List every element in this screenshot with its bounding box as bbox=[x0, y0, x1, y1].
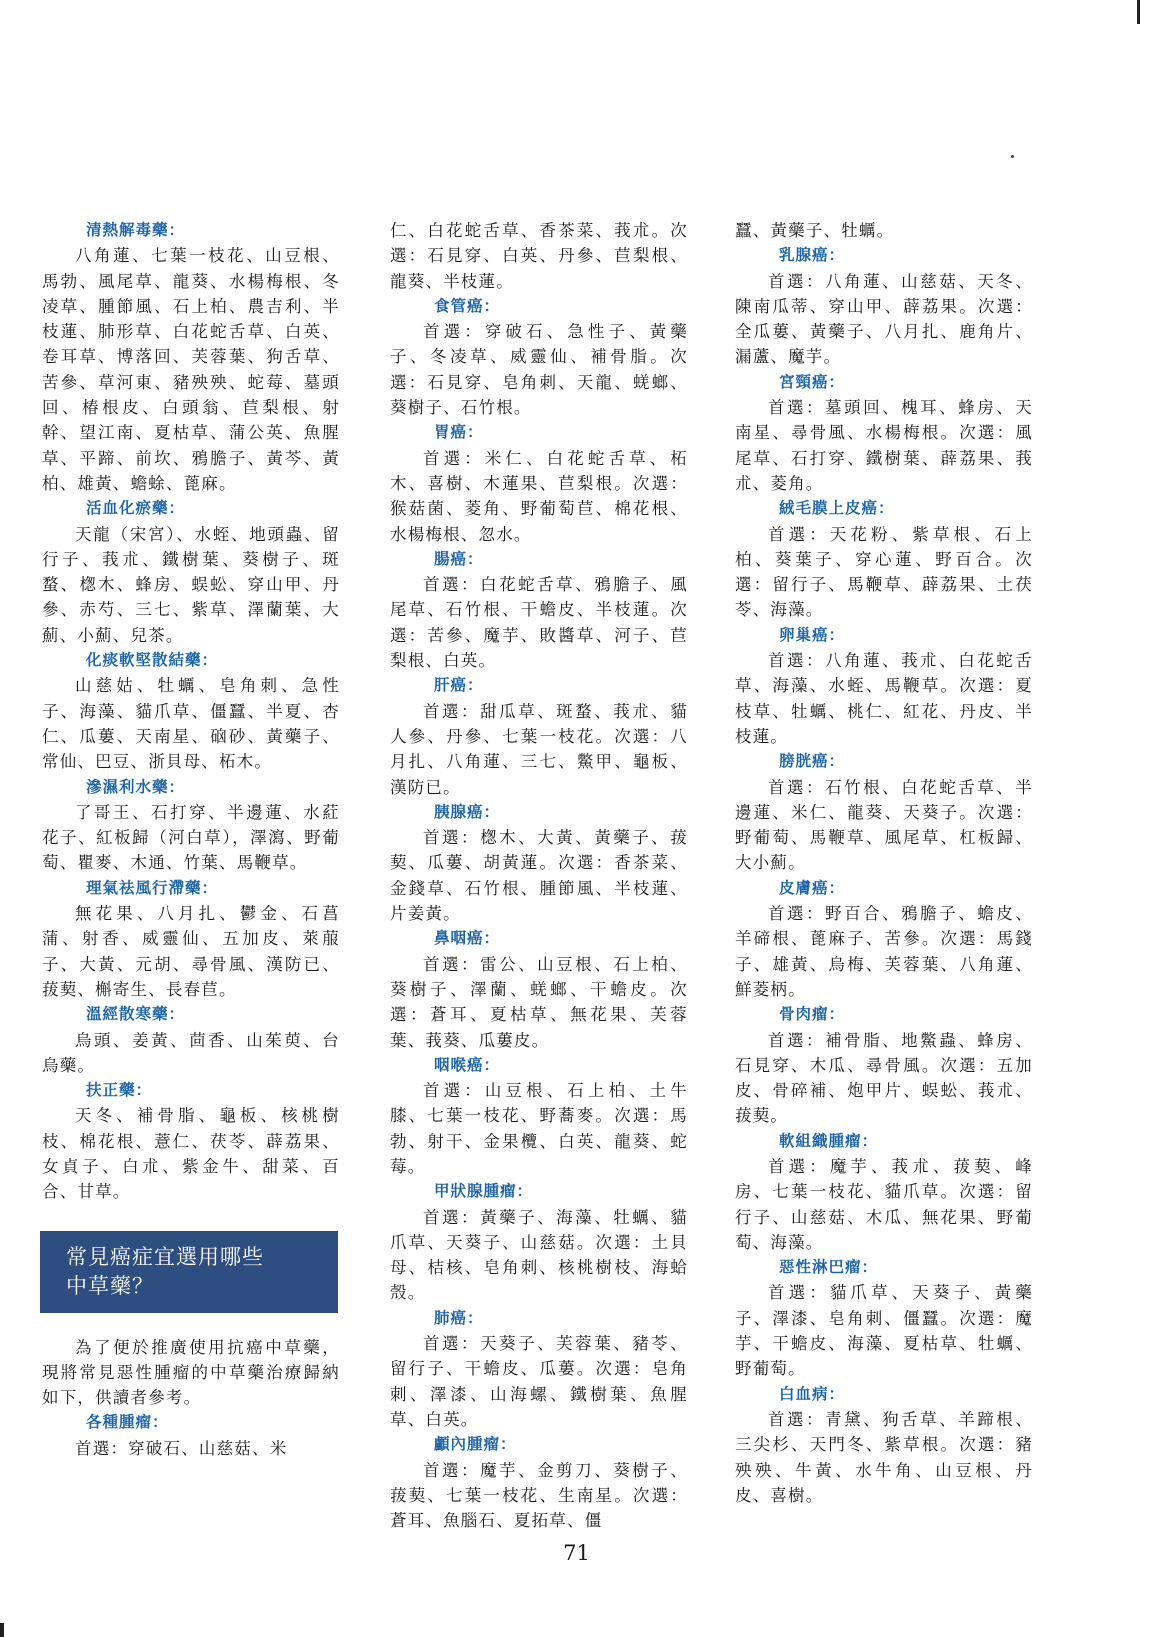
cancer-entry bbox=[390, 1306, 688, 1432]
category-heading: 溫經散寒藥： bbox=[86, 1005, 186, 1024]
cancer-entry bbox=[735, 243, 1033, 369]
category-heading: 扶正藥： bbox=[86, 1081, 153, 1100]
cancer-body: 首選：楤木、大黃、黃藥子、菝葜、瓜蔞、胡黃蓮。次選：香茶菜、金錢草、石竹根、腫節風、半枝蓮、片姜黃。 bbox=[390, 828, 688, 924]
cancer-entry bbox=[390, 1053, 688, 1179]
cancer-heading: 咽喉癌： bbox=[434, 1055, 501, 1074]
cancer-entry bbox=[390, 420, 688, 546]
cancer-entry bbox=[390, 800, 688, 926]
question-title-line-1: 常見癌症宜選用哪些 bbox=[66, 1244, 264, 1269]
intro-paragraph: 為了便於推廣使用抗癌中草藥，現將常見惡性腫瘤的中草藥治療歸納如下，供讀者參考。 bbox=[42, 1337, 340, 1408]
category-heading: 活血化瘀藥： bbox=[86, 499, 186, 518]
category-body: 了哥王、石打穿、半邊蓮、水葒花子、紅板歸（河白草），澤瀉、野葡萄、瞿麥、木通、竹葉、馬鞭草。 bbox=[42, 802, 340, 873]
column-1 bbox=[42, 218, 340, 1461]
cancer-body: 首選：貓爪草、天葵子、黃藥子、澤漆、皂角刺、僵蠶。次選：魔芋、干蟾皮、海藻、夏枯草、牡蠣、野葡萄。 bbox=[735, 1283, 1033, 1379]
cancer-heading: 宮頸癌： bbox=[779, 372, 846, 391]
cancer-heading: 皮膚癌： bbox=[779, 878, 846, 897]
cancer-body: 首選：米仁、白花蛇舌草、柘木、喜樹、木蓮果、苣梨根。次選：猴菇菌、菱角、野葡萄苣、棉花根、水楊梅根、忽水。 bbox=[390, 448, 688, 544]
cancer-entry bbox=[735, 370, 1033, 496]
cancer-entry bbox=[735, 496, 1033, 622]
cancer-heading: 顱內腫瘤： bbox=[434, 1435, 517, 1454]
cancer-heading: 卵巢癌： bbox=[779, 625, 846, 644]
cancer-entry bbox=[390, 547, 688, 673]
herb-category bbox=[42, 1002, 340, 1078]
category-body: 山慈姑、牡蠣、皂角刺、急性子、海藻、貓爪草、僵蠶、半夏、杏仁、瓜蔞、天南星、硇砂、黃藥子、常仙、巴豆、浙貝母、柘木。 bbox=[42, 676, 340, 772]
category-heading: 滲濕利水藥： bbox=[86, 777, 186, 796]
cancer-body: 首選：甜瓜草、斑蝥、莪朮、貓人參、丹參、七葉一枝花。次選：八月扎、八角蓮、三七、鱉甲、龜板、漢防已。 bbox=[390, 701, 688, 797]
question-title-box bbox=[40, 1231, 338, 1313]
cancer-heading: 軟組織腫瘤： bbox=[779, 1131, 879, 1150]
cancer-body: 首選：天葵子、芙蓉葉、豬苓、留行子、干蟾皮、瓜蔞。次選：皂角刺、澤漆、山海螺、鐵樹葉、魚腥草、白英。 bbox=[390, 1334, 688, 1429]
cancer-body: 首選：墓頭回、槐耳、蜂房、天南星、尋骨風、水楊梅根。次選：風尾草、石打穿、鐵樹葉、薜荔果、莪朮、菱角。 bbox=[735, 398, 1033, 493]
cancer-body: 首選：雷公、山豆根、石上柏、葵樹子、澤蘭、蜣螂、干蟾皮。次選：蒼耳、夏枯草、無花果、芙蓉葉、莪葵、瓜蔞皮。 bbox=[390, 954, 688, 1050]
cancer-body: 首選：八角蓮、山慈菇、天冬、陳南瓜蒂、穿山甲、薜荔果。次選：全瓜蔞、黃藥子、八月扎、鹿角片、漏蘆、魔芋。 bbox=[735, 271, 1033, 367]
column-2 bbox=[390, 218, 688, 1533]
herb-category bbox=[42, 648, 340, 774]
category-heading: 理氣祛風行滯藥： bbox=[86, 878, 219, 897]
herb-category bbox=[42, 218, 340, 496]
cancer-heading: 絨毛膜上皮癌： bbox=[779, 499, 895, 518]
cancer-heading: 胃癌： bbox=[434, 423, 484, 442]
cancer-heading: 腸癌： bbox=[434, 549, 484, 568]
cancer-body: 首選：山豆根、石上柏、土牛膝、七葉一枝花、野蕎麥。次選：馬勃、射干、金果欖、白英、龍葵、蛇莓。 bbox=[390, 1081, 688, 1176]
cancer-heading: 肝癌： bbox=[434, 676, 484, 695]
cancer-entry bbox=[390, 294, 688, 420]
scan-edge-mark-bottom bbox=[0, 1623, 4, 1637]
cancer-entry bbox=[735, 623, 1033, 749]
cancer-entry bbox=[735, 876, 1033, 1002]
category-body: 天冬、補骨脂、龜板、核桃樹枝、棉花根、薏仁、茯苓、薜荔果、女貞子、白朮、紫金牛、甜菜、百合、甘草。 bbox=[42, 1106, 340, 1202]
page-number: 71 bbox=[563, 1541, 590, 1565]
cancer-entry bbox=[735, 749, 1033, 875]
cancer-body: 首選：魔芋、金剪刀、葵樹子、菝葜、七葉一枝花、生南星。次選：蒼耳、魚腦石、夏拓草、僵 bbox=[390, 1460, 688, 1531]
category-body: 天龍（宋宮）、水蛭、地頭蟲、留行子、莪朮、鐵樹葉、葵樹子、斑蝥、楤木、蜂房、蜈蚣、穿山甲、丹參、赤芍、三七、紫草、澤蘭葉、大薊、小薊、兒茶。 bbox=[42, 524, 340, 645]
column-3 bbox=[735, 218, 1033, 1508]
cancer-body: 首選：黃藥子、海藻、牡蠣、貓爪草、天葵子、山慈菇。次選：土貝母、桔核、皂角刺、核桃樹枝、海蛤殼。 bbox=[390, 1207, 688, 1303]
cancer-heading: 胰腺癌： bbox=[434, 802, 501, 821]
continued-text: 蠶、黃藥子、牡蠣。 bbox=[735, 221, 895, 240]
scan-dust-dot bbox=[1011, 155, 1014, 158]
herb-category bbox=[42, 1078, 340, 1204]
cancer-heading: 膀胱癌： bbox=[779, 752, 846, 771]
cancer-entry bbox=[735, 1382, 1033, 1508]
cancer-body: 首選：補骨脂、地鱉蟲、蜂房、石見穿、木瓜、尋骨風。次選：五加皮、骨碎補、炮甲片、蜈蚣、莪朮、菝葜。 bbox=[735, 1030, 1033, 1126]
cancer-body: 首選：白花蛇舌草、鴉膽子、風尾草、石竹根、干蟾皮、半枝蓮。次選：苦參、魔芋、敗醬草、河子、苣梨根、白英。 bbox=[390, 575, 688, 671]
cancer-body: 首選：穿破石、急性子、黃藥子、冬凌草、威靈仙、補骨脂。次選：石見穿、皂角刺、天龍、蜣螂、葵樹子、石竹根。 bbox=[390, 322, 688, 418]
herb-category bbox=[42, 876, 340, 1002]
cancer-entry bbox=[735, 1255, 1033, 1381]
cancer-heading: 骨肉瘤： bbox=[779, 1005, 846, 1024]
cancer-entry bbox=[390, 673, 688, 799]
cancer-heading: 甲狀腺腫瘤： bbox=[434, 1182, 534, 1201]
cancer-entry bbox=[390, 1432, 688, 1533]
category-body: 八角蓮、七葉一枝花、山豆根、馬勃、風尾草、龍葵、水楊梅根、冬凌草、腫節風、石上柏、農吉利、半枝蓮、肺形草、白花蛇舌草、白英、卷耳草、博落回、芙蓉葉、狗舌草、苦參、草河東、豬殃殃、蛇莓、墓頭回、椿根皮、白頭翁、苣梨根、射幹、望江南、夏枯草、蒲公英、魚腥草、平蹄、前坎、鴉膽子、黃芩、黃柏、雄黃、蟾蜍、蓖麻。 bbox=[42, 246, 340, 493]
cancer-heading: 惡性淋巴瘤： bbox=[779, 1258, 879, 1277]
cancer-body: 首選：魔芋、莪朮、菝葜、峰房、七葉一枝花、貓爪草。次選：留行子、山慈菇、木瓜、無花果、野葡萄、海藻。 bbox=[735, 1156, 1033, 1252]
cancer-entry bbox=[390, 926, 688, 1052]
cancer-entry bbox=[735, 1129, 1033, 1255]
cancer-body: 首選：八角蓮、莪朮、白花蛇舌草、海藻、水蛭、馬鞭草。次選：夏枝草、牡蠣、桃仁、紅花、丹皮、半枝蓮。 bbox=[735, 651, 1033, 746]
scan-edge-mark bbox=[1137, 0, 1140, 24]
cancer-heading: 肺癌： bbox=[434, 1308, 484, 1327]
cancer-body: 首選：野百合、鴉膽子、蟾皮、羊碲根、蓖麻子、苦參。次選：馬錢子、雄黃、烏梅、芙蓉葉、八角蓮、鮮菱柄。 bbox=[735, 904, 1033, 999]
cancer-entry bbox=[390, 1179, 688, 1305]
cancer-heading: 鼻咽癌： bbox=[434, 929, 501, 948]
cancer-heading: 乳腺癌： bbox=[779, 246, 846, 265]
category-body: 烏頭、姜黃、茴香、山茱萸、台烏藥。 bbox=[42, 1030, 340, 1075]
question-title-line-2: 中草藥？ bbox=[66, 1273, 154, 1298]
cancer-heading: 各種腫瘤： bbox=[86, 1413, 169, 1432]
cancer-heading: 白血病： bbox=[779, 1384, 846, 1403]
cancer-body: 首選：穿破石、山慈菇、米 bbox=[75, 1438, 288, 1458]
herb-category bbox=[42, 496, 340, 648]
cancer-body: 首選：青黛、狗舌草、羊蹄根、三尖杉、天門冬、紫草根。次選：豬殃殃、牛黃、水牛角、山豆根、丹皮、喜樹。 bbox=[735, 1409, 1033, 1505]
continued-text: 仁、白花蛇舌草、香茶菜、莪朮。次選：石見穿、白英、丹參、苣梨根、龍葵、半枝蓮。 bbox=[390, 221, 688, 291]
category-heading: 化痰軟堅散結藥： bbox=[86, 651, 219, 670]
cancer-body: 首選：天花粉、紫草根、石上柏、葵葉子、穿心蓮、野百合。次選：留行子、馬鞭草、薜荔果、土茯苓、海藻。 bbox=[735, 524, 1033, 620]
category-heading: 清熱解毒藥： bbox=[86, 221, 186, 239]
herb-category bbox=[42, 775, 340, 876]
category-body: 無花果、八月扎、鬱金、石菖蒲、射香、威靈仙、五加皮、萊菔子、大黃、元胡、尋骨風、漢防已、菝葜、槲寄生、長春苣。 bbox=[42, 904, 340, 999]
cancer-entry bbox=[735, 1002, 1033, 1128]
cancer-body: 首選：石竹根、白花蛇舌草、半邊蓮、米仁、龍葵、天葵子。次選：野葡萄、馬鞭草、風尾草、杠板歸、大小薊。 bbox=[735, 777, 1033, 873]
cancer-heading: 食管癌： bbox=[434, 296, 501, 315]
